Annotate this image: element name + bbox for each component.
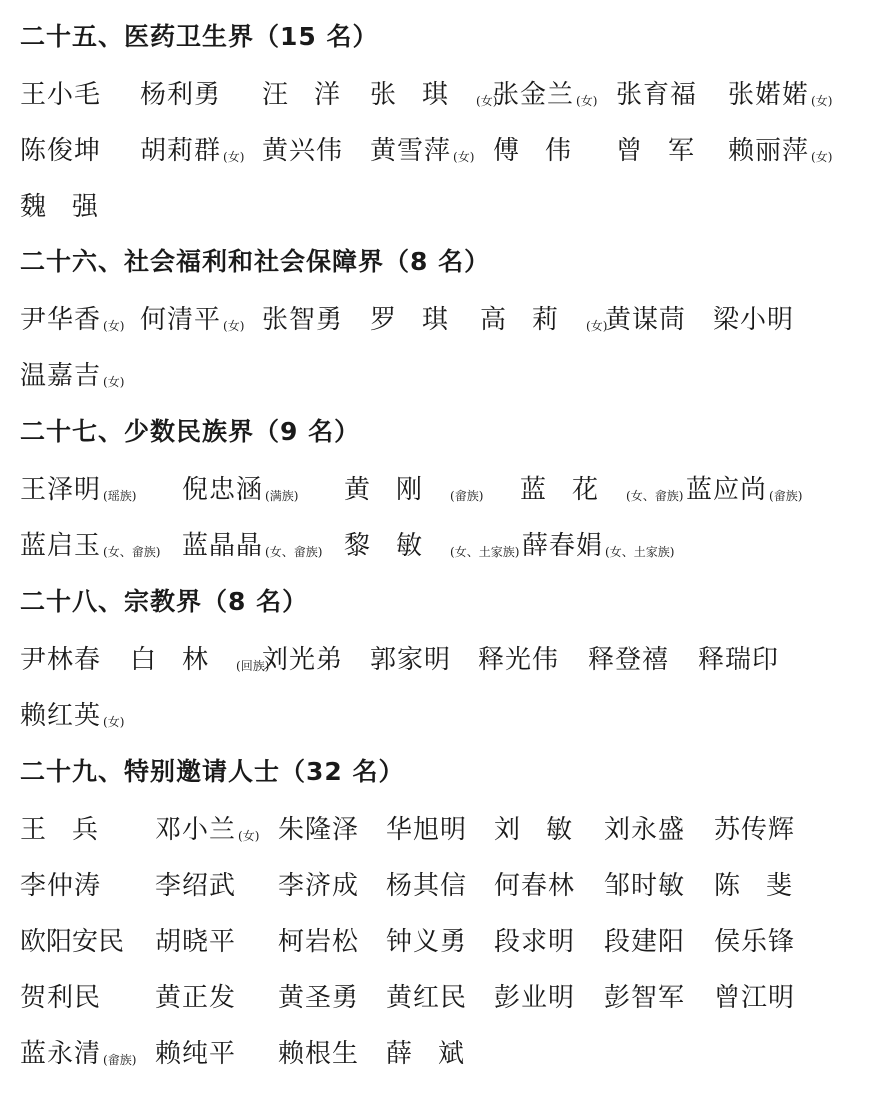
member-note: (瑶族): [103, 489, 137, 503]
member-name: 黄圣勇: [278, 983, 360, 1013]
member-name: 赖纯平: [155, 1039, 237, 1069]
member-name: 傅伟: [493, 136, 598, 166]
name-row: [0, 134, 880, 168]
member-entry: [20, 303, 124, 343]
member-entry: [386, 869, 467, 903]
member-entry: [344, 473, 483, 513]
member-note: (女、畲族): [626, 489, 684, 503]
member-entry: [386, 813, 467, 847]
member-name: 杨利勇: [140, 80, 222, 110]
member-name: 倪忠涵: [182, 475, 264, 505]
name-row: [0, 190, 880, 224]
name-row: [0, 981, 880, 1015]
member-entry: [522, 529, 674, 569]
member-note: (女、土家族): [450, 545, 520, 559]
member-entry: [478, 643, 559, 677]
member-name: 黄谋茼: [605, 305, 687, 335]
member-entry: [278, 813, 359, 847]
section-heading: 二十七、少数民族界（9 名）: [20, 417, 361, 446]
member-entry: [604, 869, 685, 903]
name-row: [0, 699, 880, 733]
member-name: 朱隆泽: [278, 815, 360, 845]
member-note: (畲族): [450, 489, 484, 503]
member-entry: [344, 529, 519, 569]
name-row: [0, 529, 880, 563]
member-name: 高莉: [480, 305, 585, 335]
name-row: [0, 303, 880, 337]
member-entry: [386, 981, 467, 1015]
member-name: 胡莉群: [140, 136, 222, 166]
member-entry: [20, 925, 124, 959]
member-entry: [728, 78, 832, 118]
member-entry: [278, 925, 359, 959]
member-name: 蓝永清: [20, 1039, 102, 1069]
member-name: 曾军: [616, 136, 721, 166]
member-entry: [140, 134, 244, 174]
member-name: 温嘉吉: [20, 361, 102, 391]
member-name: 张金兰: [493, 80, 575, 110]
member-name: 白林: [130, 645, 235, 675]
member-name: 尹华香: [20, 305, 102, 335]
member-name: 钟义勇: [386, 927, 468, 957]
member-name: 段建阳: [604, 927, 686, 957]
member-entry: [494, 813, 598, 847]
member-entry: [714, 869, 818, 903]
member-entry: [20, 813, 124, 847]
member-entry: [616, 134, 720, 168]
member-name: 柯岩松: [278, 927, 360, 957]
member-entry: [588, 643, 669, 677]
member-entry: [370, 134, 474, 174]
member-name: 彭业明: [494, 983, 576, 1013]
member-name: 刘敏: [494, 815, 599, 845]
member-name: 李绍武: [155, 871, 237, 901]
member-name: 华旭明: [386, 815, 468, 845]
member-note: (畲族): [103, 1053, 137, 1067]
member-name: 释登禧: [588, 645, 670, 675]
member-entry: [494, 869, 575, 903]
member-name: 赖丽萍: [728, 136, 810, 166]
member-entry: [130, 643, 269, 683]
member-note: (女): [453, 150, 475, 164]
member-name: 魏强: [20, 192, 125, 222]
member-name: 曾江明: [714, 983, 796, 1013]
member-entry: [182, 529, 322, 569]
member-entry: [714, 925, 795, 959]
member-entry: [480, 303, 607, 343]
member-entry: [20, 643, 101, 677]
member-name: 欧阳安民: [20, 927, 125, 957]
member-entry: [182, 473, 298, 513]
member-name: 陈俊坤: [20, 136, 102, 166]
member-name: 尹林春: [20, 645, 102, 675]
member-name: 何清平: [140, 305, 222, 335]
member-name: 刘永盛: [604, 815, 686, 845]
member-entry: [20, 1037, 136, 1077]
member-entry: [686, 473, 802, 513]
member-entry: [262, 134, 343, 168]
section-heading: 二十五、医药卫生界（15 名）: [20, 22, 379, 51]
member-name: 梁小明: [713, 305, 795, 335]
member-entry: [278, 981, 359, 1015]
member-entry: [604, 925, 685, 959]
member-name: 张婼婼: [728, 80, 810, 110]
member-entry: [20, 359, 124, 399]
member-name: 黄雪萍: [370, 136, 452, 166]
member-name: 李济成: [278, 871, 360, 901]
member-name: 赖根生: [278, 1039, 360, 1069]
member-note: (女、土家族): [605, 545, 675, 559]
member-entry: [155, 981, 236, 1015]
member-entry: [713, 303, 794, 337]
member-entry: [493, 134, 597, 168]
member-name: 罗琪: [370, 305, 475, 335]
member-name: 汪洋: [262, 80, 367, 110]
member-entry: [155, 869, 236, 903]
member-note: (满族): [265, 489, 299, 503]
member-name: 蓝应尚: [686, 475, 768, 505]
member-name: 邓小兰: [155, 815, 237, 845]
name-row: [0, 1037, 880, 1071]
member-name: 王泽明: [20, 475, 102, 505]
member-entry: [698, 643, 779, 677]
member-name: 郭家明: [370, 645, 452, 675]
member-entry: [262, 78, 366, 112]
member-entry: [20, 78, 101, 112]
member-name: 苏传辉: [714, 815, 796, 845]
section-heading: 二十八、宗教界（8 名）: [20, 587, 309, 616]
member-name: 赖红英: [20, 701, 102, 731]
member-note: (女、畲族): [265, 545, 323, 559]
member-note: (女): [238, 829, 260, 843]
member-name: 黄正发: [155, 983, 237, 1013]
member-entry: [155, 925, 236, 959]
member-name: 薛斌: [386, 1039, 491, 1069]
member-entry: [155, 813, 259, 853]
member-note: (女): [811, 94, 833, 108]
member-entry: [140, 78, 221, 112]
member-entry: [262, 643, 343, 677]
member-note: (女): [103, 319, 125, 333]
member-name: 黄刚: [344, 475, 449, 505]
member-entry: [20, 134, 101, 168]
member-entry: [605, 303, 686, 337]
member-name: 邹时敏: [604, 871, 686, 901]
member-name: 贺利民: [20, 983, 102, 1013]
member-name: 黄兴伟: [262, 136, 344, 166]
member-entry: [278, 1037, 359, 1071]
member-note: (女): [223, 150, 245, 164]
member-entry: [20, 473, 136, 513]
member-entry: [728, 134, 832, 174]
member-note: (回族): [236, 659, 270, 673]
member-name: 蓝晶晶: [182, 531, 264, 561]
member-note: (女): [476, 94, 498, 108]
member-name: 王兵: [20, 815, 125, 845]
member-name: 王小毛: [20, 80, 102, 110]
member-name: 杨其信: [386, 871, 468, 901]
member-name: 刘光弟: [262, 645, 344, 675]
member-entry: [494, 925, 575, 959]
member-entry: [155, 1037, 236, 1071]
name-row: [0, 359, 880, 393]
member-entry: [520, 473, 683, 513]
member-entry: [278, 869, 359, 903]
member-name: 彭智军: [604, 983, 686, 1013]
member-name: 黄红民: [386, 983, 468, 1013]
member-name: 黎敏: [344, 531, 449, 561]
member-name: 张育福: [616, 80, 698, 110]
member-entry: [714, 813, 795, 847]
section-heading: 二十九、特别邀请人士（32 名）: [20, 757, 405, 786]
member-note: (女): [103, 715, 125, 729]
member-name: 薛春娟: [522, 531, 604, 561]
member-note: (畲族): [769, 489, 803, 503]
member-entry: [493, 78, 597, 118]
name-row: [0, 813, 880, 847]
member-name: 蓝花: [520, 475, 625, 505]
member-entry: [370, 643, 451, 677]
member-entry: [386, 925, 467, 959]
member-name: 张智勇: [262, 305, 344, 335]
member-name: 李仲涛: [20, 871, 102, 901]
member-note: (女): [103, 375, 125, 389]
member-name: 蓝启玉: [20, 531, 102, 561]
member-note: (女): [811, 150, 833, 164]
member-entry: [370, 78, 497, 118]
member-entry: [714, 981, 795, 1015]
name-row: [0, 869, 880, 903]
name-row: [0, 925, 880, 959]
member-name: 释瑞印: [698, 645, 780, 675]
member-entry: [386, 1037, 490, 1071]
member-note: (女): [586, 319, 608, 333]
member-entry: [140, 303, 244, 343]
member-entry: [370, 303, 474, 337]
member-note: (女、畲族): [103, 545, 161, 559]
member-name: 陈斐: [714, 871, 819, 901]
member-entry: [20, 981, 101, 1015]
member-note: (女): [576, 94, 598, 108]
name-row: [0, 78, 880, 112]
member-name: 何春林: [494, 871, 576, 901]
member-entry: [616, 78, 697, 112]
member-name: 侯乐锋: [714, 927, 796, 957]
name-row: [0, 473, 880, 507]
name-row: [0, 643, 880, 677]
member-name: 释光伟: [478, 645, 560, 675]
member-entry: [20, 869, 101, 903]
member-entry: [494, 981, 575, 1015]
member-name: 胡晓平: [155, 927, 237, 957]
member-entry: [20, 699, 124, 739]
member-entry: [20, 190, 124, 224]
member-name: 张琪: [370, 80, 475, 110]
member-note: (女): [223, 319, 245, 333]
member-entry: [262, 303, 343, 337]
member-entry: [604, 813, 685, 847]
member-entry: [20, 529, 160, 569]
member-entry: [604, 981, 685, 1015]
member-name: 段求明: [494, 927, 576, 957]
section-heading: 二十六、社会福利和社会保障界（8 名）: [20, 247, 491, 276]
